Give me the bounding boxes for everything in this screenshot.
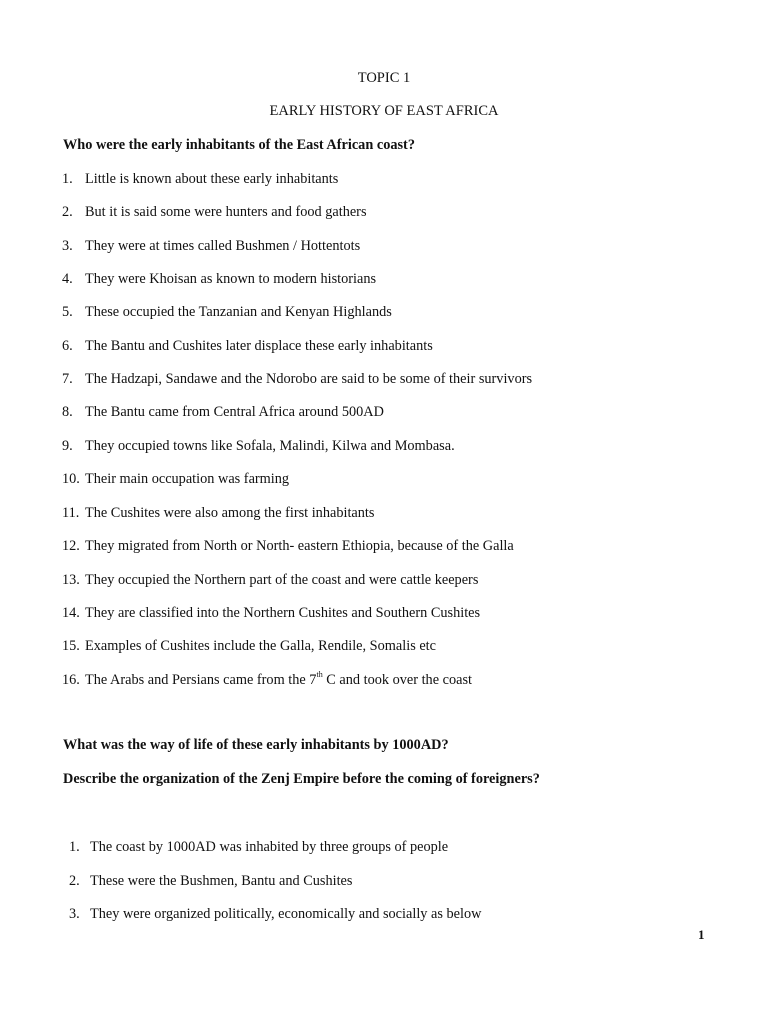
- list-item: 1. Little is known about these early inhabitants: [62, 171, 339, 187]
- question-heading-1: Who were the early inhabitants of the East African coast?: [63, 137, 415, 153]
- superscript-th: th: [316, 670, 323, 679]
- list-item: 7. The Hadzapi, Sandawe and the Ndorobo are said to be some of their survivors: [62, 371, 533, 387]
- list-item: 13. They occupied the Northern part of the coast and were cattle keepers: [62, 572, 479, 588]
- list-item: 10. Their main occupation was farming: [62, 471, 290, 487]
- list-item: 4. They were Khoisan as known to modern historians: [62, 271, 377, 287]
- topic-label: TOPIC 1: [357, 70, 411, 86]
- list-item: 3. They were organized politically, economically and socially as below: [69, 906, 482, 922]
- list-item: 12. They migrated from North or North- eastern Ethiopia, because of the Galla: [62, 538, 514, 554]
- list-item: 2. But it is said some were hunters and food gathers: [62, 204, 367, 220]
- page-number: 1: [698, 927, 705, 942]
- list-item: 1. The coast by 1000AD was inhabited by three groups of people: [69, 839, 449, 855]
- list-item: 5. These occupied the Tanzanian and Kenyan Highlands: [62, 304, 392, 320]
- list-item: 9. They occupied towns like Sofala, Malindi, Kilwa and Mombasa.: [62, 438, 455, 454]
- question-heading-2: What was the way of life of these early inhabitants by 1000AD?: [63, 737, 449, 753]
- list-item: 11. The Cushites were also among the first inhabitants: [62, 505, 375, 521]
- list-item: 14. They are classified into the Northern Cushites and Southern Cushites: [62, 605, 481, 621]
- list-item: 3. They were at times called Bushmen / Hottentots: [62, 238, 361, 254]
- list-item: 16. The Arabs and Persians came from the 7th C and took over the coast: [62, 670, 472, 688]
- list-item: 15. Examples of Cushites include the Galla, Rendile, Somalis etc: [62, 638, 436, 654]
- list-item: 2. These were the Bushmen, Bantu and Cushites: [69, 873, 353, 889]
- question-heading-3: Describe the organization of the Zenj Empire before the coming of foreigners?: [63, 771, 540, 787]
- list-item: 8. The Bantu came from Central Africa around 500AD: [62, 404, 384, 420]
- list-item: 6. The Bantu and Cushites later displace these early inhabitants: [62, 338, 433, 354]
- page-title: EARLY HISTORY OF EAST AFRICA: [269, 103, 499, 119]
